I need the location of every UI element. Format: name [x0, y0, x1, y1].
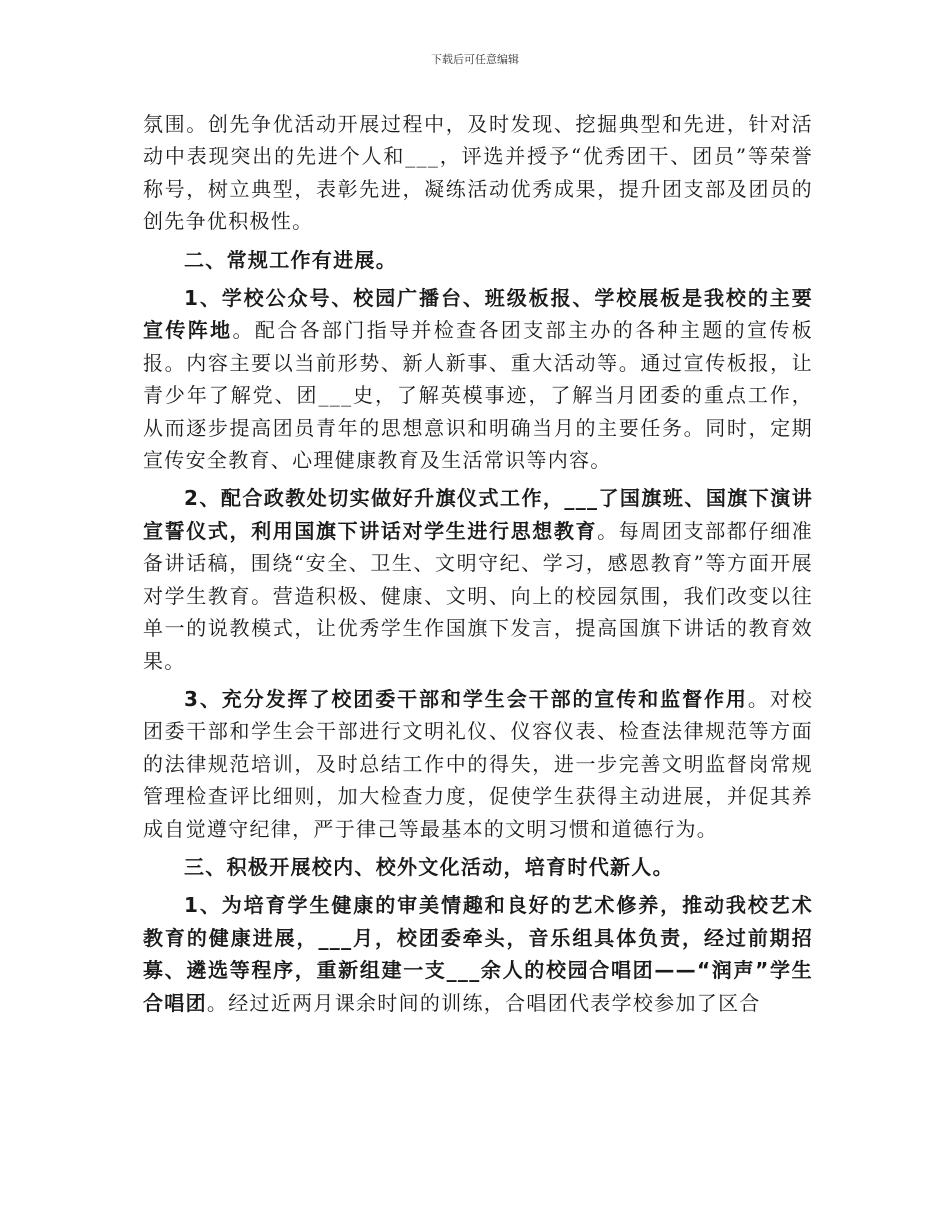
paragraph-3-1	[143, 889, 813, 1019]
paragraph-bold-lead: 2、配合政教处切实做好升旗仪式工作，___了国旗班、国旗下演讲宣誓仪式，利用国旗下讲话对学生进行思想教育	[143, 486, 813, 543]
paragraph-bold-lead: 1、为培育学生健康的审美情趣和良好的艺术修养，推动我校艺术教育的健康进展，___月，校团委牵头，音乐组具体负责，经过前期招募、遴选等程序，重新组建一支___余人的校园合唱团——“润声”学生合唱团	[143, 893, 813, 1015]
paragraph-text: 。对校团委干部和学生会干部进行文明礼仪、仪容仪表、检查法律规范等方面的法律规范培训，及时总结工作中的得失，进一步完善文明监督岗常规管理检查评比细则，加大检查力度，促使学生获得主动进展，并促其养成自觉遵守纪律，严于律己等最基本的文明习惯和道德行为。	[143, 686, 814, 841]
paragraph-2-1	[143, 282, 813, 476]
paragraph-text: 。经过近两月课余时间的训练，合唱团代表学校参加了区合	[206, 990, 761, 1015]
paragraph-bold-lead: 1、学校公众号、校园广播台、班级板报、学校展板是我校的主要宣传阵地	[143, 286, 813, 343]
paragraph-2-2	[143, 482, 813, 676]
heading-text: 二、常规工作有进展。	[184, 247, 397, 272]
page-header: 下载后可任意编辑	[431, 53, 519, 66]
paragraph-text: 氛围。创先争优活动开展过程中，及时发现、挖掘典型和先进，针对活动中表现突出的先进个人和___，评选并授予“优秀团干、团员”等荣誉称号，树立典型，表彰先进，凝练活动优秀成果，提升团支部及团员的创先争优积极性。	[143, 112, 813, 234]
paragraph-bold-lead: 3、充分发挥了校团委干部和学生会干部的宣传和监督作用	[184, 686, 748, 711]
document-body	[143, 108, 813, 1019]
heading-text: 三、积极开展校内、校外文化活动，培育时代新人。	[184, 854, 674, 879]
paragraph-text: 。每周团支部都仔细准备讲话稿，围绕“安全、卫生、文明守纪、学习，感恩教育”等方面开展对学生教育。营造积极、健康、文明、向上的校园氛围，我们改变以往单一的说教模式，让优秀学生作国旗下发言，提高国旗下讲话的教育效果。	[143, 518, 813, 673]
section-heading-2	[143, 244, 813, 276]
paragraph-text: 。配合各部门指导并检查各团支部主办的各种主题的宣传板报。内容主要以当前形势、新人新事、重大活动等。通过宣传板报，让青少年了解党、团___史，了解英模事迹，了解当月团委的重点工作，从而逐步提高团员青年的思想意识和明确当月的主要任务。同时，定期宣传安全教育、心理健康教育及生活常识等内容。	[143, 318, 813, 473]
paragraph-2-3	[143, 683, 813, 845]
section-heading-3	[143, 851, 813, 883]
paragraph-intro-continuation	[143, 108, 813, 238]
